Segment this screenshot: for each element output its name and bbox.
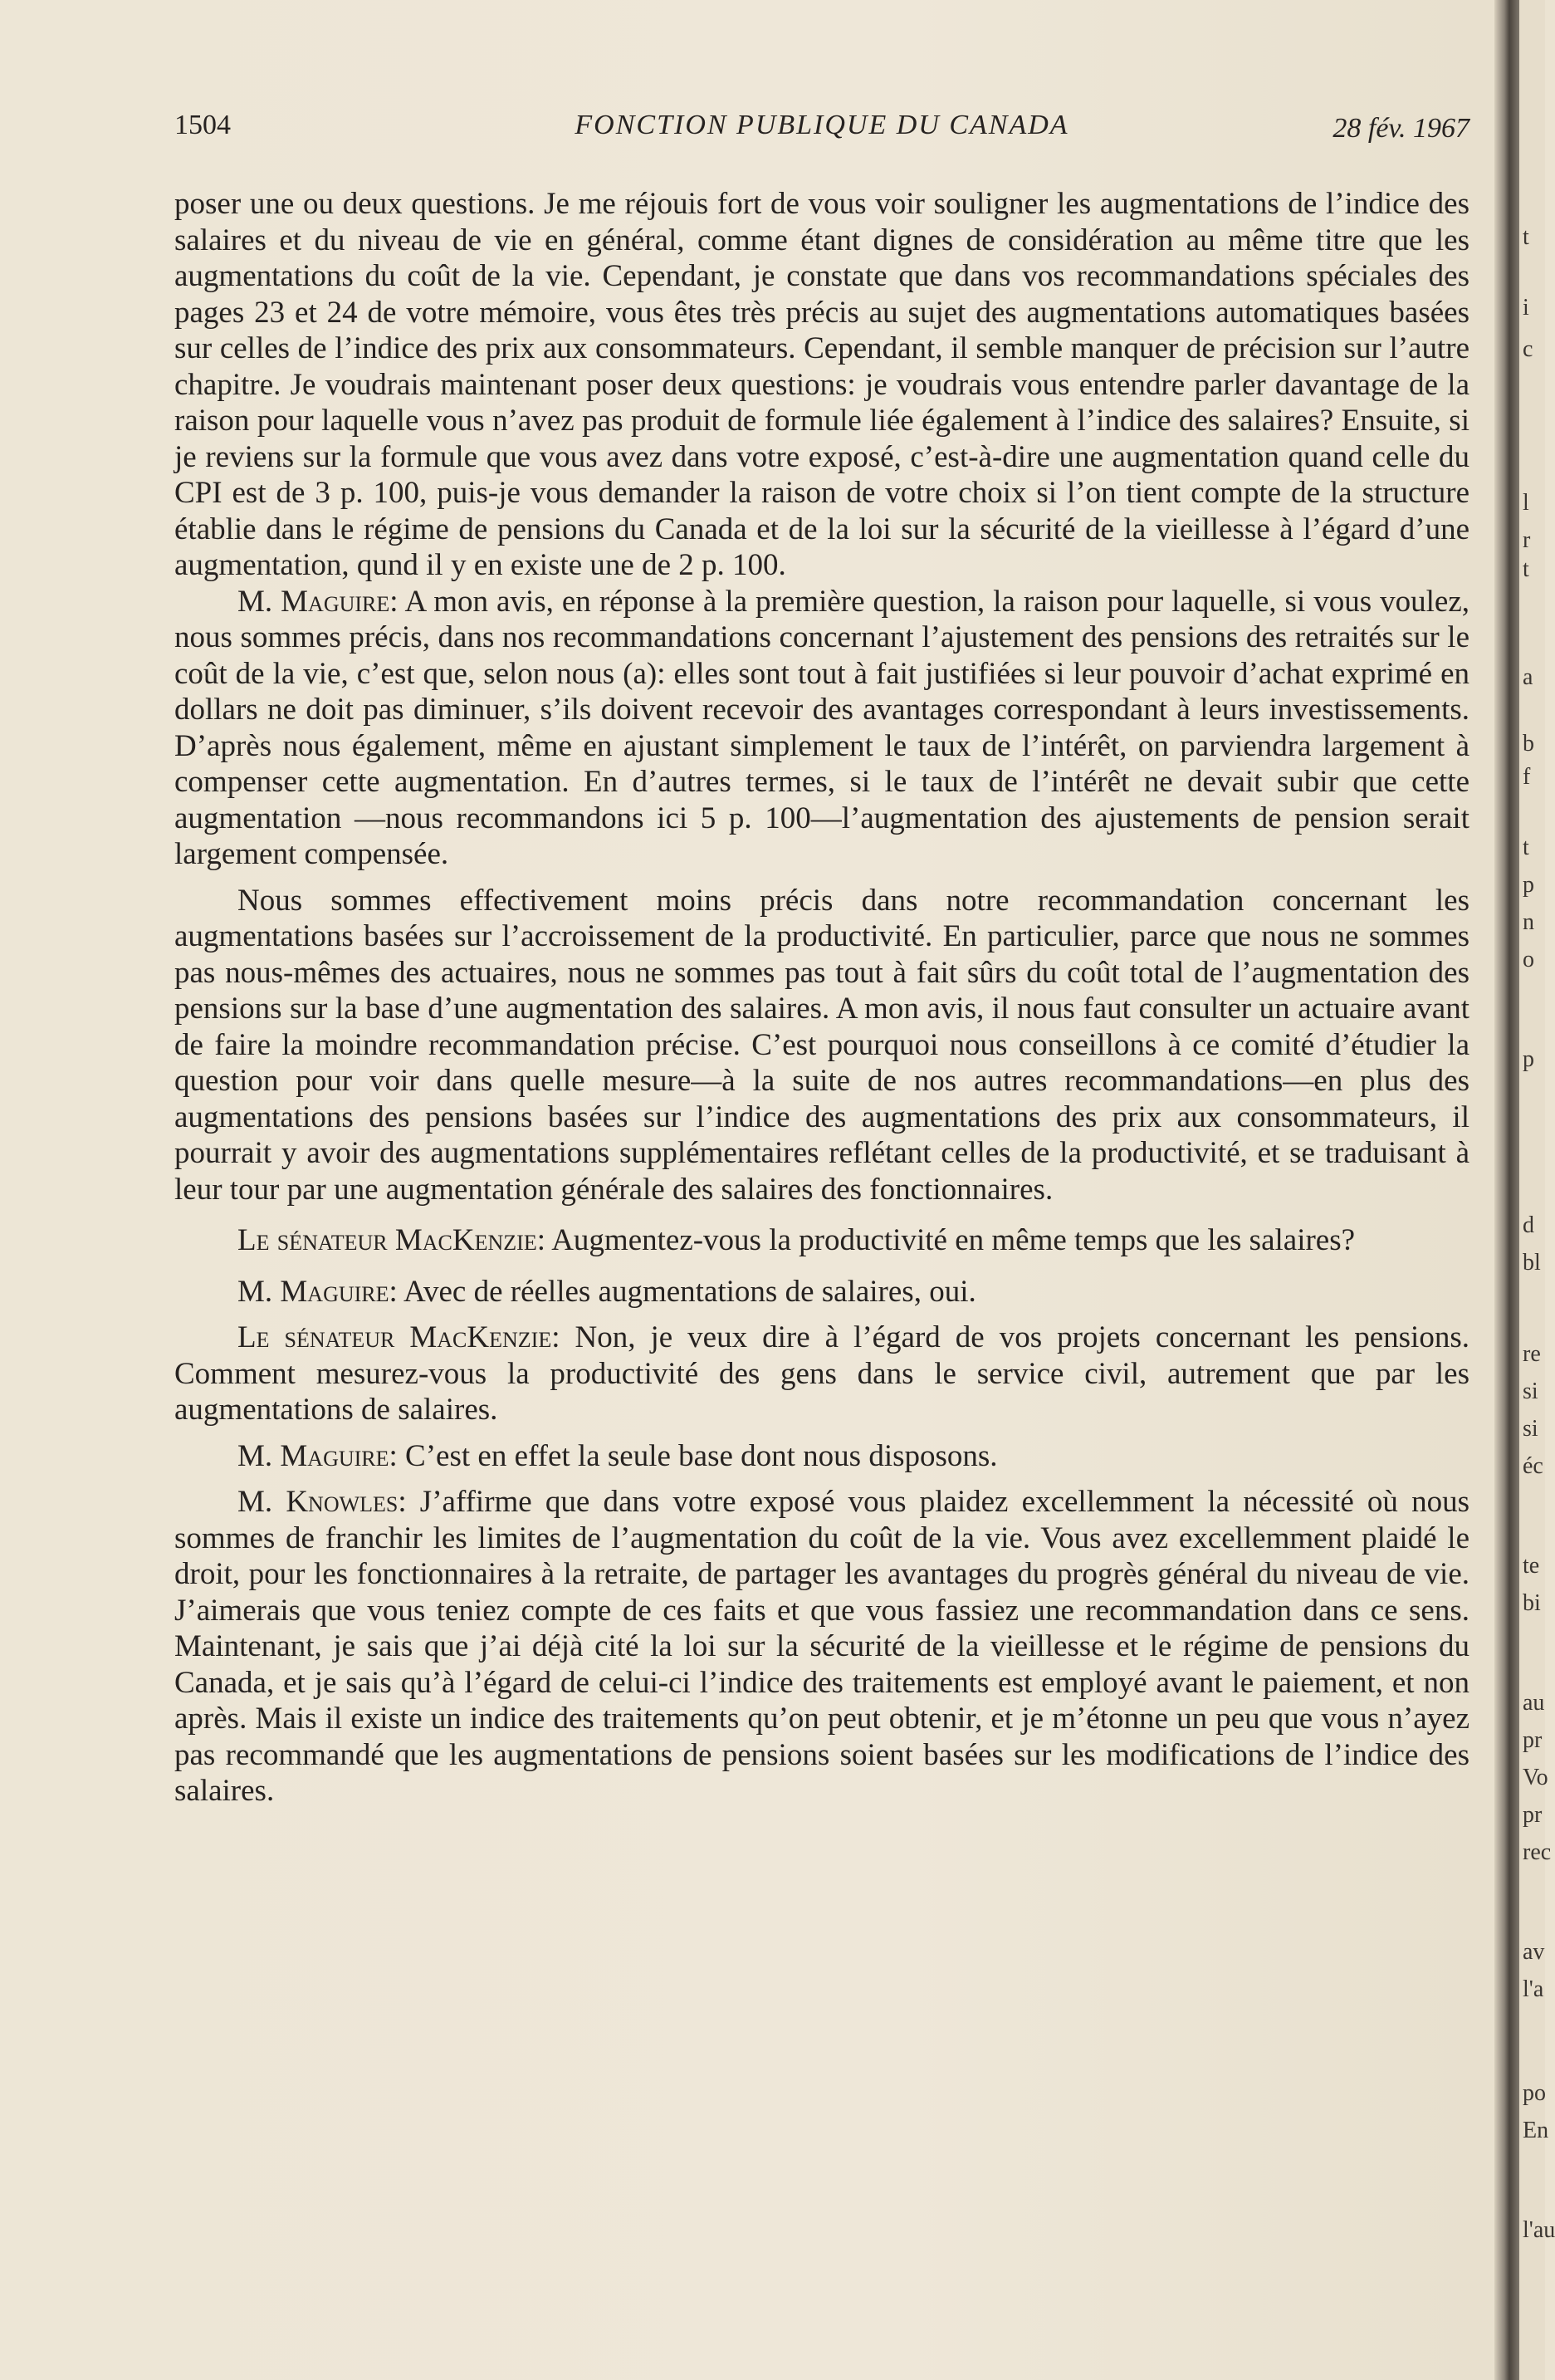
next-page-fragment: bi bbox=[1523, 1590, 1541, 1616]
book-gutter bbox=[1494, 0, 1519, 2380]
paragraph-text: : Augmentez-vous la productivité en même temps que les salaires? bbox=[536, 1223, 1356, 1257]
speaker-name: M. Maguire bbox=[237, 1274, 389, 1309]
next-page-fragment: te bbox=[1523, 1553, 1540, 1579]
paragraph bbox=[174, 1484, 1469, 1809]
next-page-fragment: l bbox=[1523, 490, 1529, 516]
paragraph bbox=[174, 584, 1469, 873]
next-page-fragment: f bbox=[1523, 764, 1531, 790]
next-page-fragment: o bbox=[1523, 947, 1534, 972]
next-page-fragment: p bbox=[1523, 872, 1534, 898]
next-page-fragment: rec bbox=[1523, 1839, 1552, 1865]
transcript-body bbox=[174, 186, 1469, 1809]
next-page-fragment: p bbox=[1523, 1046, 1534, 1072]
next-page-fragment: n bbox=[1523, 909, 1534, 935]
next-page-fragment: t bbox=[1523, 556, 1529, 582]
next-page-fragment: Vo bbox=[1523, 1765, 1548, 1790]
next-page-fragment: l'a bbox=[1523, 1976, 1544, 2002]
next-page-fragment: c bbox=[1523, 336, 1533, 362]
header-date: 28 fév. 1967 bbox=[1333, 113, 1469, 144]
next-page-fragment: si bbox=[1523, 1379, 1538, 1404]
next-page-fragment: au bbox=[1523, 1690, 1545, 1716]
paragraph bbox=[174, 1320, 1469, 1428]
next-page-fragment: éc bbox=[1523, 1453, 1543, 1479]
next-page-fragment: i bbox=[1523, 295, 1529, 321]
next-page-fragment: b bbox=[1523, 731, 1534, 757]
next-page-fragment: si bbox=[1523, 1416, 1538, 1442]
speaker-name: M. Maguire bbox=[237, 584, 390, 619]
next-page-fragment: av bbox=[1523, 1939, 1545, 1965]
paragraph-text: : C’est en effet la seule base dont nous disposons. bbox=[389, 1438, 998, 1473]
paragraph bbox=[174, 1222, 1469, 1259]
paragraph-text: : Non, je veux dire à l’égard de vos projets concernant les pensions. Comment mesurez-vous la productivité des gens dans le service civil, autrement que par les augmentations de salaires. bbox=[174, 1320, 1469, 1427]
paragraph-text: : A mon avis, en réponse à la première question, la raison pour laquelle, si vous voulez, nous sommes précis, dans nos recommandations concernant l’ajustement des pensions des retraités sur le coût de la vie, c’est que, selon nous (a): elles sont tout à fait justifiées si leur pouvoir d’achat exprimé en dollars ne doit pas diminuer, s’ils doivent recevoir des avantages correspondant à leurs investissements. D’après nous également, même en ajustant simplement le taux de l’intérêt, on parviendra largement à compenser cette augmentation. En d’autres termes, si le taux de l’intérêt ne devait subir que cette augmentation —nous recommandons ici 5 p. 100—l’augmentation des ajustements de pension serait largement compensée. bbox=[174, 584, 1470, 871]
next-page-edge bbox=[1519, 0, 1555, 2380]
next-page-fragment: pr bbox=[1523, 1802, 1543, 1828]
next-page-fragment: re bbox=[1523, 1341, 1541, 1367]
paragraph bbox=[174, 883, 1469, 1208]
page-number: 1504 bbox=[174, 110, 231, 140]
next-page-fragment: a bbox=[1523, 664, 1533, 690]
paragraph-text: : Avec de réelles augmentations de salaires, oui. bbox=[389, 1274, 976, 1309]
speaker-name: M. Maguire bbox=[237, 1438, 389, 1473]
next-page-fragment: bl bbox=[1523, 1250, 1541, 1276]
speaker-name: M. Knowles bbox=[237, 1485, 399, 1519]
speaker-name: Le sénateur MacKenzie bbox=[237, 1320, 552, 1354]
paragraph-text: Nous sommes effectivement moins précis dans notre recommandation concernant les augmentations basées sur l’accroissement de la productivité. En particulier, parce que nous ne sommes pas nous-mêmes des actuaires, nous ne sommes pas tout à fait sûrs du coût total de l’augmentation des pensions sur la base d’une augmentation des salaires. A mon avis, il nous faut consulter un actuaire avant de faire la moindre recommandation précise. C’est pourquoi nous conseillons à ce comité d’étudier la question pour voir dans quelle mesure—à la suite de nos autres recommandations—en plus des augmentations des pensions basées sur l’indice des augmentations des prix aux consommateurs, il pourrait y avoir des augmentations supplémentaires reflétant celles de la productivité, et se traduisant à leur tour par une augmentation générale des salaires des fonctionnaires. bbox=[174, 883, 1469, 1207]
next-page-fragment: En bbox=[1523, 2118, 1549, 2143]
next-page-fragment: d bbox=[1523, 1212, 1534, 1238]
next-page-fragment: t bbox=[1523, 835, 1529, 860]
next-page-fragment: pr bbox=[1523, 1727, 1543, 1753]
next-page-fragment: po bbox=[1523, 2080, 1546, 2106]
page-header bbox=[174, 110, 1469, 151]
next-page-fragment: t bbox=[1523, 224, 1529, 250]
paragraph bbox=[174, 1274, 1469, 1310]
paragraph bbox=[174, 1438, 1469, 1475]
speaker-name: Le sénateur MacKenzie bbox=[237, 1223, 537, 1257]
next-page-fragment: r bbox=[1523, 527, 1531, 553]
paragraph-text: : J’affirme que dans votre exposé vous plaidez excellemment la nécessité où nous sommes de franchir les limites de l’augmentation du coût de la vie. Vous avez excellemment plaidé le droit, pour les fonctionnaires à la retraite, de partager les avantages du progrès général du niveau de vie. J’aimerais que vous teniez compte de ces faits et que vous fassiez une recommandation dans ce sens. Maintenant, je sais que j’ai déjà cité la loi sur la sécurité de la vieillesse et le régime de pensions du Canada, et je sais qu’à l’égard de celui-ci l’indice des traitements est employé avant le paiement, et non après. Mais il existe un indice des traitements qu’on peut obtenir, et je m’étonne un peu que vous n’ayez pas recommandé que les augmentations de pensions soient basées sur les modifications de l’indice des salaires. bbox=[174, 1485, 1469, 1808]
next-page-fragment: l'au bbox=[1523, 2217, 1555, 2243]
running-title: FONCTION PUBLIQUE DU CANADA bbox=[575, 110, 1069, 140]
paragraph bbox=[174, 186, 1469, 584]
paragraph-text: poser une ou deux questions. Je me réjouis fort de vous voir souligner les augmentations de l’indice des salaires et du niveau de vie en général, comme étant dignes de considération au même titre que les augmentations du coût de la vie. Cependant, je constate que dans vos recommandations spéciales des pages 23 et 24 de votre mémoire, vous êtes très précis au sujet des augmentations automatiques basées sur celles de l’indice des prix aux consommateurs. Cependant, il semble manquer de précision sur l’autre chapitre. Je voudrais maintenant poser deux questions: je voudrais vous entendre parler davantage de la raison pour laquelle vous n’avez pas produit de formule liée également à l’indice des salaires? Ensuite, si je reviens sur la formule que vous avez dans votre exposé, c’est-à-dire une augmentation quand celle du CPI est de 3 p. 100, puis-je vous demander la raison de votre choix si l’on tient compte de la structure établie dans le régime de pensions du Canada et de la loi sur la sécurité de la vieillesse à l’égard d’une augmentation, qund il y en existe une de 2 p. 100. bbox=[174, 187, 1469, 582]
